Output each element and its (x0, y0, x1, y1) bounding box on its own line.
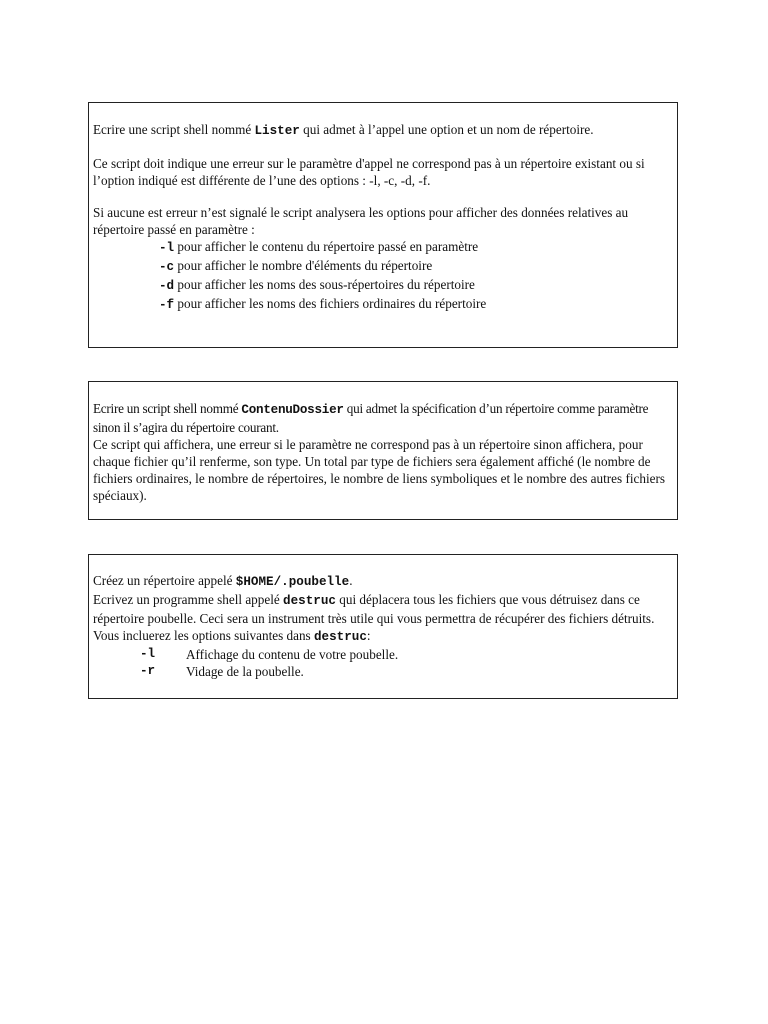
exercise-box-contenudossier (88, 381, 678, 520)
options-intro: Si aucune est erreur n’est signalé le script analysera les options pour afficher des données relatives au répertoire passé en paramètre : (93, 205, 629, 237)
exercise-intro (93, 121, 673, 140)
text: Ecrire une script shell nommé (93, 122, 255, 137)
options-list (93, 238, 673, 314)
command-name: Lister (254, 124, 300, 138)
exercise-box-destruc (88, 554, 678, 699)
exercise-description: Ce script qui affichera, une erreur si le paramètre ne correspond pas à un répertoire sinon affichera, pour chaque fichier qu’il renferme, son type. Un total par type de fichiers sera également affiché (le nombre de fichiers ordinaires, le nombre de répertoires, le nombre de liens symboliques et le nombre des autres fichiers spéciaux). (93, 437, 666, 503)
option-item (93, 238, 673, 257)
text: qui déplacera tous les fichiers que vous détruisez dans ce répertoire poubelle. Ceci sera un instrument très utile qui vous permettra de récupérer des fichiers détruits. Vous incluerez les options suivantes dans (93, 592, 655, 643)
option-flag: -d (159, 279, 175, 293)
option-text: pour afficher les noms des fichiers ordinaires du répertoire (174, 296, 487, 311)
trash-dir-name: .poubelle (281, 575, 350, 589)
exercise-box-lister (88, 102, 678, 348)
option-text: Vidage de la poubelle. (186, 664, 304, 679)
text: . (349, 573, 353, 588)
error-paragraph: Ce script doit indique une erreur sur le paramètre d'appel ne correspond pas à un répertoire existant ou si l’option indiqué est différente de l’une des options : -l, -c, -d, -f. (93, 156, 645, 188)
option-text: pour afficher le nombre d'éléments du répertoire (174, 258, 433, 273)
command-name: ContenuDossier (241, 403, 344, 417)
option-item (93, 276, 673, 295)
option-item (93, 257, 673, 276)
text: qui admet à l’appel une option et un nom de répertoire. (299, 122, 594, 137)
option-flag: -l (140, 647, 156, 661)
option-flag: -c (159, 260, 175, 274)
option-flag: -l (159, 241, 175, 255)
text: qui admet la spécification d’un répertoire comme paramètre sinon il s’agira du répertoire courant. (93, 401, 649, 435)
exercise-intro (93, 572, 673, 591)
option-item (93, 646, 673, 663)
options-list (93, 646, 673, 680)
command-name: destruc (283, 594, 336, 608)
text: Ecrivez un programme shell appelé (93, 592, 284, 607)
exercise-intro (93, 400, 673, 436)
command-name: destruc (313, 630, 367, 644)
home-path: $HOME/ (235, 575, 282, 589)
option-text: pour afficher le contenu du répertoire passé en paramètre (174, 239, 479, 254)
text: Ecrire un script shell nommé (93, 401, 242, 416)
option-text: Affichage du contenu de votre poubelle. (186, 647, 399, 662)
text: Créez un répertoire appelé (93, 573, 236, 588)
text: : (366, 628, 371, 643)
option-text: pour afficher les noms des sous-répertoires du répertoire (174, 277, 475, 292)
option-item (93, 663, 673, 680)
option-flag: -f (159, 298, 175, 312)
option-flag: -r (140, 664, 156, 678)
option-item (93, 295, 673, 314)
exercise-description (93, 591, 673, 646)
